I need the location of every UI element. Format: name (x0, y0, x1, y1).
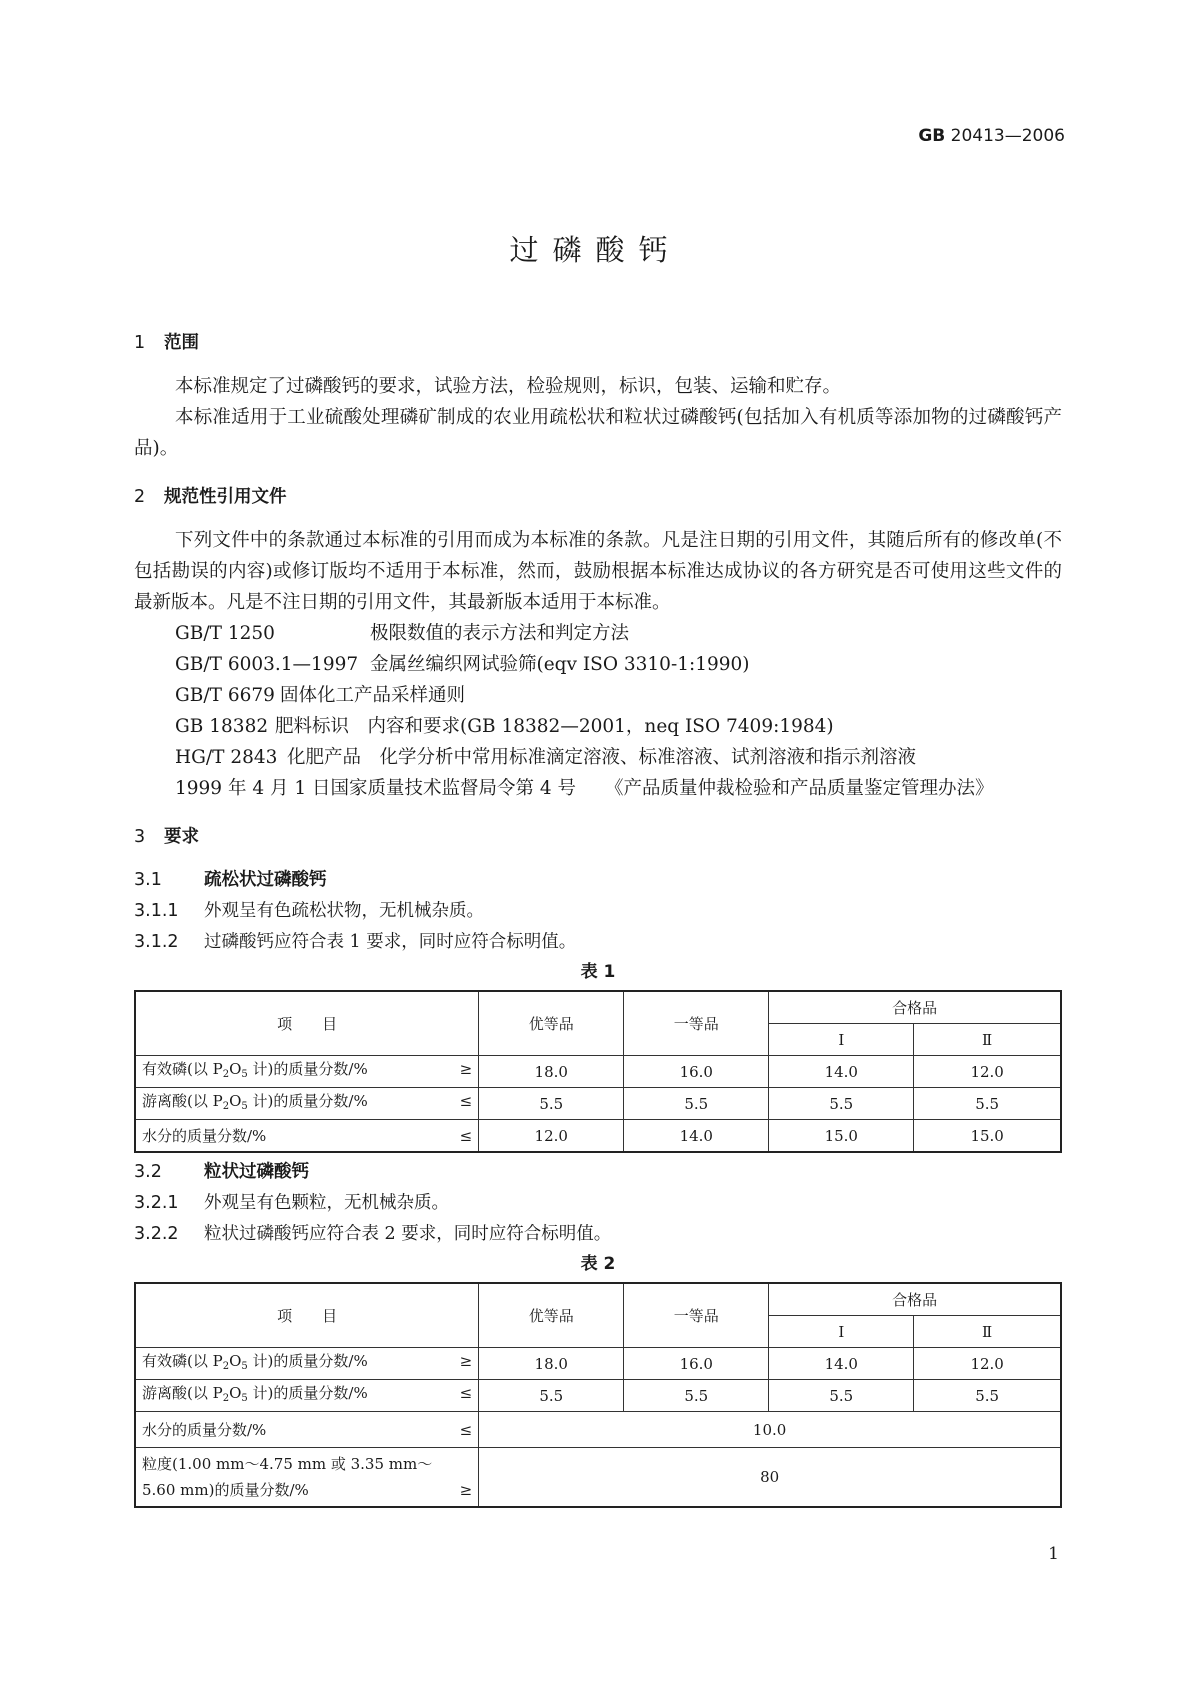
section-1-paragraph-2: 本标准适用于工业硫酸处理磷矿制成的农业用疏松状和粒状过磷酸钙(包括加入有机质等添加物的过磷酸钙产品)。 (134, 407, 1062, 459)
cell-value: 5.5 (624, 1088, 769, 1120)
cell-value: 18.0 (479, 1056, 624, 1088)
cell-value: 5.5 (914, 1380, 1061, 1412)
table-row (135, 1348, 1061, 1380)
row-label: 游离酸(以 $P_2O_5$ 计)的质量分数/% ≤ (135, 1088, 479, 1120)
cell-value: 14.0 (769, 1056, 914, 1088)
header-first-grade: 一等品 (624, 991, 769, 1056)
cell-value: 5.5 (479, 1380, 624, 1412)
header-grade-1: Ⅰ (769, 1024, 914, 1056)
reference-item: GB/T 1250 极限数值的表示方法和判定方法 (175, 623, 630, 644)
header-grade-2: Ⅱ (914, 1316, 1061, 1348)
page-number: 1 (1048, 1544, 1059, 1564)
document-title: 过磷酸钙 (509, 233, 682, 267)
cell-value: 5.5 (914, 1088, 1061, 1120)
section-2-heading: 2 规范性引用文件 (134, 487, 287, 507)
subsection-3-2-heading: 3.2 粒状过磷酸钙 (134, 1162, 309, 1182)
section-3-heading: 3 要求 (134, 827, 199, 847)
section-2-paragraph: 下列文件中的条款通过本标准的引用而成为本标准的条款。凡是注日期的引用文件，其随后所有的修改单(不包括勘误的内容)或修订版均不适用于本标准，然而，鼓励根据本标准达成协议的各方研究是否可使用这些文件的最新版本。凡是不注日期的引用文件，其最新版本适用于本标准。 (134, 530, 1062, 613)
cell-value: 80 (479, 1448, 1061, 1508)
cell-value: 12.0 (479, 1120, 624, 1153)
section-1-paragraph-1: 本标准规定了过磷酸钙的要求，试验方法，检验规则，标识，包装、运输和贮存。 (175, 376, 842, 397)
header-grade-1: Ⅰ (769, 1316, 914, 1348)
clause-3-1-1: 3.1.1 外观呈有色疏松状物，无机械杂质。 (134, 901, 484, 921)
header-qualified: 合格品 (769, 991, 1061, 1024)
header-item: 项 目 (135, 991, 479, 1056)
cell-value: 10.0 (479, 1412, 1061, 1448)
row-label: 水分的质量分数/% ≤ (135, 1120, 479, 1153)
table-1-caption: 表 1 (580, 962, 616, 982)
document-body (134, 328, 1062, 1508)
cell-value: 5.5 (769, 1380, 914, 1412)
section-1-heading: 1 范围 (134, 333, 199, 353)
row-label: 粒度(1.00 mm～4.75 mm 或 3.35 mm～ 5.60 mm)的质量分数/% ≥ (135, 1448, 479, 1508)
reference-item: GB 18382 肥料标识 内容和要求(GB 18382—2001，neq ISO 7409:1984) (175, 716, 834, 737)
row-label: 游离酸(以 $P_2O_5$ 计)的质量分数/% ≤ (135, 1380, 479, 1412)
table-row (135, 1380, 1061, 1412)
cell-value: 15.0 (769, 1120, 914, 1153)
table-row (135, 1448, 1061, 1508)
table-1 (134, 990, 1062, 1153)
cell-value: 14.0 (624, 1120, 769, 1153)
table-2-caption: 表 2 (580, 1254, 616, 1274)
cell-value: 16.0 (624, 1056, 769, 1088)
cell-value: 14.0 (769, 1348, 914, 1380)
row-label: 水分的质量分数/% ≤ (135, 1412, 479, 1448)
table-2 (134, 1282, 1062, 1508)
table-row (135, 1056, 1061, 1088)
cell-value: 5.5 (769, 1088, 914, 1120)
header-grade-2: Ⅱ (914, 1024, 1061, 1056)
clause-3-1-2: 3.1.2 过磷酸钙应符合表 1 要求，同时应符合标明值。 (134, 932, 577, 952)
row-label: 有效磷(以 $P_2O_5$ 计)的质量分数/% ≥ (135, 1056, 479, 1088)
reference-item: GB/T 6679 固体化工产品采样通则 (175, 685, 466, 706)
reference-item: 1999 年 4 月 1 日国家质量技术监督局令第 4 号 《产品质量仲裁检验和产品质量鉴定管理办法》 (175, 778, 994, 799)
reference-item: GB/T 6003.1—1997 金属丝编织网试验筛(eqv ISO 3310-1:1990) (175, 654, 750, 675)
table-row (135, 1120, 1061, 1153)
table-row (135, 1412, 1061, 1448)
standard-code: GB 20413—2006 (918, 126, 1065, 146)
reference-item: HG/T 2843 化肥产品 化学分析中常用标准滴定溶液、标准溶液、试剂溶液和指示剂溶液 (175, 747, 917, 768)
clause-3-2-1: 3.2.1 外观呈有色颗粒，无机械杂质。 (134, 1193, 449, 1213)
cell-value: 15.0 (914, 1120, 1061, 1153)
row-label: 有效磷(以 $P_2O_5$ 计)的质量分数/% ≥ (135, 1348, 479, 1380)
header-superior: 优等品 (479, 991, 624, 1056)
cell-value: 16.0 (624, 1348, 769, 1380)
cell-value: 5.5 (479, 1088, 624, 1120)
cell-value: 18.0 (479, 1348, 624, 1380)
table-row (135, 1088, 1061, 1120)
cell-value: 12.0 (914, 1348, 1061, 1380)
cell-value: 5.5 (624, 1380, 769, 1412)
header-item: 项 目 (135, 1283, 479, 1348)
header-first-grade: 一等品 (624, 1283, 769, 1348)
header-superior: 优等品 (479, 1283, 624, 1348)
subsection-3-1-heading: 3.1 疏松状过磷酸钙 (134, 870, 327, 890)
clause-3-2-2: 3.2.2 粒状过磷酸钙应符合表 2 要求，同时应符合标明值。 (134, 1224, 612, 1244)
header-qualified: 合格品 (769, 1283, 1061, 1316)
cell-value: 12.0 (914, 1056, 1061, 1088)
